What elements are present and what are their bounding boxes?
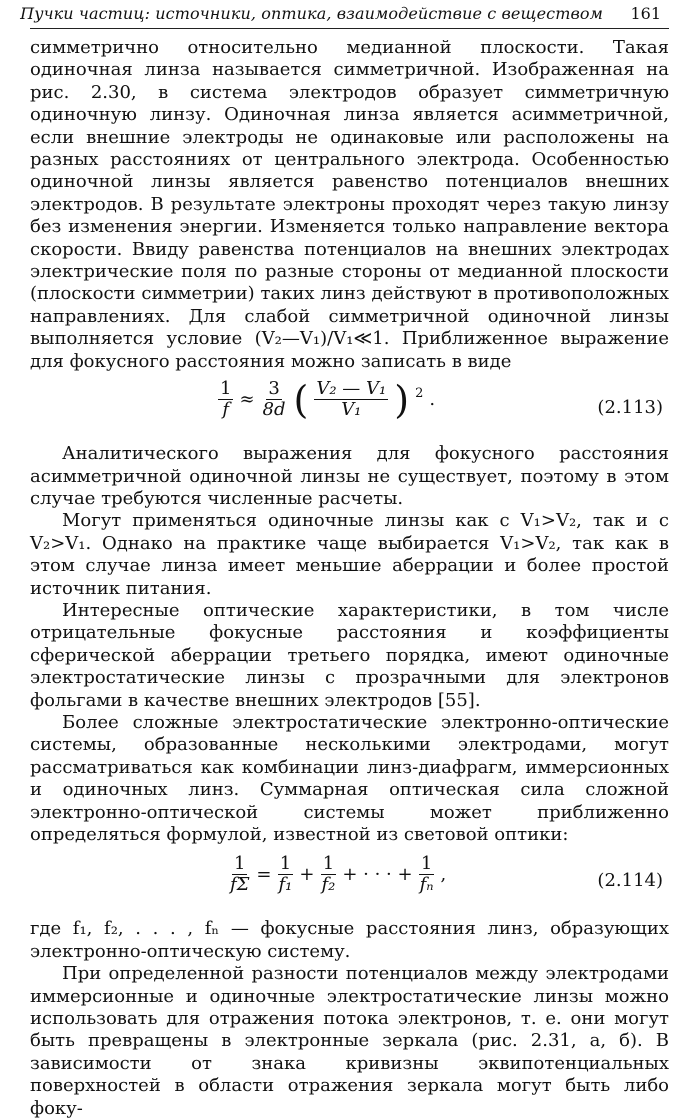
- eq114-term-2: $\frac{1}{\text{f₂}}$: [321, 853, 336, 896]
- eq113-inner: $\frac{\text{V₂ — V₁}}{\text{V₁}}$: [316, 378, 387, 421]
- paragraph-6: где f₁, f₂, . . . , fₙ — фокусные расстояния линз, образующих электронно-оптическую систему.: [30, 918, 669, 962]
- eq113-approx: ≈: [239, 389, 255, 411]
- eq114-lhs: $\frac{1}{f\Sigma}$: [230, 853, 250, 896]
- eq114-term-1: $\frac{1}{\text{f₁}}$: [278, 853, 293, 896]
- eq113-label: (2.113): [597, 397, 663, 419]
- paragraph-2: Аналитического выражения для фокусного расстояния асимметричной одиночной линзы не существует, поэтому в этом случае требуются численные расчеты.: [30, 443, 669, 509]
- eq114-dots: + · · · +: [342, 864, 413, 886]
- eq113-power: 2: [415, 386, 424, 402]
- paragraph-1: симметрично относительно медианной плоскости. Такая одиночная линза называется симметричной. Изображенная на рис. 2.30, в система электродов образует симметричную одиночную линзу. Одиночная линза является асимметричной, если внешние электроды не одинаковые или расположены на разных расстояниях от центрального электрода. Особенностью одиночной линзы является равенство потенциалов внешних электродов. В результате электроны проходят через такую линзу без изменения энергии. Изменяется только направление вектора скорости. Ввиду равенства потенциалов на внешних электродах электрические поля по разные стороны от медианной плоскости (плоскости симметрии) таких линз действуют в противоположных направлениях. Для слабой симметричной одиночной линзы выполняется условие (V₂—V₁)/V₁≪1. Приближенное выражение для фокусного расстояния можно записать в виде: [30, 37, 669, 372]
- paragraph-3: Могут применяться одиночные линзы как с V₁>V₂, так и с V₂>V₁. Однако на практике чаще выбирается V₁>V₂, так как в этом случае линза имеет меньшие аберрации и более простой источник питания.: [30, 510, 669, 599]
- running-title: Пучки частиц: источники, оптика, взаимодействие с веществом: [20, 4, 603, 23]
- equation-2-114: $\frac{1}{f\Sigma}$ = $\frac{1}{\text{f₁}}$ + $\frac{1}{\text{f₂}}$ + · · · + $\frac{1}{\text{fₙ}}$ , (2.114): [230, 853, 663, 896]
- paragraph-5: Более сложные электростатические электронно-оптические системы, образованные несколькими электродами, могут рассматриваться как комбинации линз-диафрагм, иммерсионных и одиночных линз. Суммарная оптическая сила сложной электронно-оптической системы может приближенно определяться формулой, известной из световой оптики:: [30, 711, 669, 845]
- eq113-lhs: $\frac{1}{f}$: [220, 378, 232, 421]
- paragraph-4: Интересные оптические характеристики, в том числе отрицательные фокусные расстояния и коэффициенты сферической аберрации третьего порядка, имеют одиночные электростатические линзы с прозрачными для электронов фольгами в качестве внешних электродов [55].: [30, 599, 669, 711]
- eq114-term-n: $\frac{1}{\text{fₙ}}$: [419, 853, 434, 896]
- page-number: 161: [630, 4, 661, 23]
- eq114-label: (2.114): [597, 870, 663, 892]
- equation-2-113: $\frac{1}{f}$ ≈ $\frac{3}{8d}$ ( $\frac{\text{V₂ — V₁}}{\text{V₁}}$ ) 2 . (2.113): [220, 377, 663, 422]
- eq113-coef: $\frac{3}{8d}$: [262, 378, 286, 421]
- running-header: [20, 0, 669, 29]
- paragraph-7: При определенной разности потенциалов между электродами иммерсионные и одиночные электростатические линзы можно использовать для отражения потока электронов, т. е. они могут быть превращены в электронные зеркала (рис. 2.31, а, б). В зависимости от знака кривизны эквипотенциальных поверхностей в области отражения зеркала могут быть либо фоку-: [30, 963, 669, 1119]
